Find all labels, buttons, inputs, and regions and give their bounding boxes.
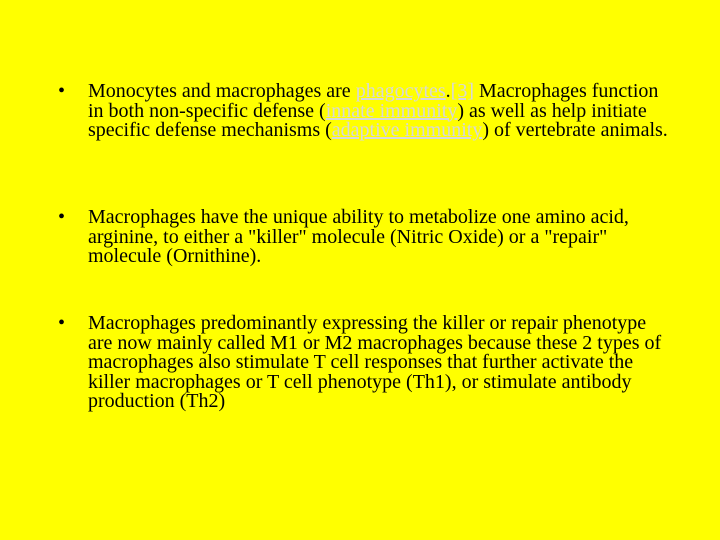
bullet-item-m1-m2 (58, 314, 668, 412)
bullet-dot: • (58, 80, 66, 102)
bullet-item-phagocytes (58, 82, 668, 141)
text-segment: ) of vertebrate animals. (482, 119, 668, 142)
link-adaptive-immunity[interactable]: adaptive immunity (331, 119, 483, 142)
text-segment: Monocytes and macrophages are (88, 80, 356, 102)
bullet-dot: • (58, 312, 66, 334)
bullet-text: Macrophages have the unique ability to metabolize one amino acid, arginine, to either a "killer" molecule (Nitric Oxide) or a "repair" molecule (Ornithine). (88, 206, 629, 268)
text-segment: Macrophages function in both non-specific defense ( (88, 80, 659, 122)
bullet-dot: • (58, 206, 66, 228)
link-citation-3[interactable]: [3] (450, 80, 474, 102)
bullet-text (88, 82, 668, 141)
bullet-text: Macrophages predominantly expressing the killer or repair phenotype are now mainly called M1 or M2 macrophages because these 2 types of macrophages also stimulate T cell responses that further activate the killer macrophages or T cell phenotype (Th1), or stimulate antibody production (Th2) (88, 312, 662, 413)
link-phagocytes[interactable]: phagocytes (355, 80, 446, 102)
text-segment: . (445, 80, 451, 102)
bullet-item-arginine (58, 208, 668, 267)
text-segment: ) as well as help initiate specific defense mechanisms ( (88, 99, 647, 142)
link-innate-immunity[interactable]: innate immunity (325, 99, 458, 122)
